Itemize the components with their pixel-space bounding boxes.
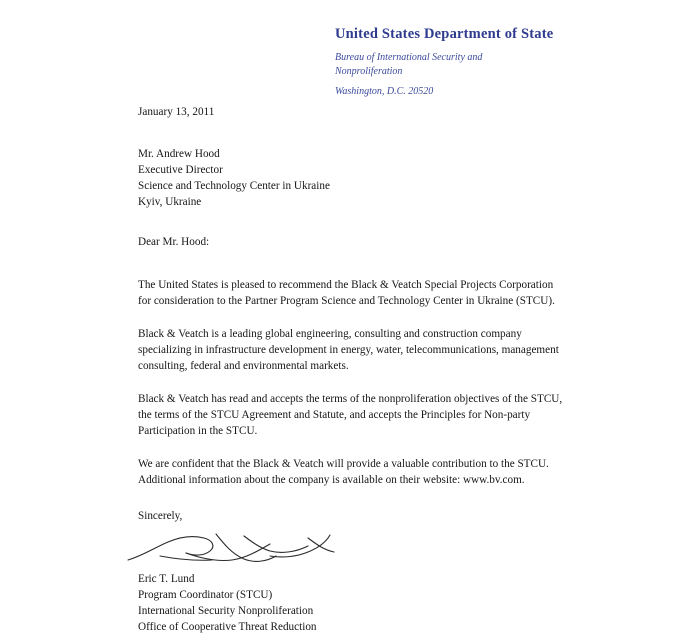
signer-title: Program Coordinator (STCU) bbox=[138, 589, 273, 602]
salutation: Dear Mr. Hood: bbox=[138, 235, 210, 248]
letterhead-address: Washington, D.C. 20520 bbox=[335, 86, 434, 97]
recipient-title: Executive Director bbox=[138, 163, 223, 176]
department-title: United States Department of State bbox=[335, 26, 554, 42]
body-paragraph-3: Black & Veatch has read and accepts the terms of the nonproliferation objectives of the STCU, the terms of the STCU Agreement and Statute, and accepts the Principles for Non-party Participation in the STCU. bbox=[138, 392, 563, 437]
signature-image bbox=[120, 526, 568, 572]
letter-date: January 13, 2011 bbox=[138, 106, 215, 118]
bureau-name-line-1: Bureau of International Security and bbox=[335, 52, 483, 63]
letterhead bbox=[335, 26, 665, 97]
signer-name: Eric T. Lund bbox=[138, 573, 195, 586]
recipient-location: Kyiv, Ukraine bbox=[138, 195, 202, 208]
recipient-address-block bbox=[138, 147, 568, 211]
body-paragraph-4: We are confident that the Black & Veatch will provide a valuable contribution to the STCU. Additional information about the company is available on their website: www.bv.com. bbox=[138, 457, 549, 486]
body-paragraph-1: The United States is pleased to recommend the Black & Veatch Special Projects Corporation for consideration to the Partner Program Science and Technology Center in Ukraine (STCU). bbox=[138, 279, 555, 308]
bureau-name-line-2: Nonproliferation bbox=[335, 65, 403, 77]
letter-body bbox=[138, 105, 568, 636]
bureau-name bbox=[335, 51, 665, 78]
body-paragraph-2: Black & Veatch is a leading global engineering, consulting and construction company specializing in infrastructure development in energy, water, telecommunications, management consulting, federal and environmental markets. bbox=[138, 328, 559, 373]
page-left-margin-rule bbox=[112, 0, 113, 531]
signer-office-line-2: Office of Cooperative Threat Reduction bbox=[138, 621, 317, 634]
recipient-organization: Science and Technology Center in Ukraine bbox=[138, 179, 330, 192]
closing-line: Sincerely, bbox=[138, 509, 183, 522]
signature-block bbox=[138, 572, 568, 636]
recipient-name: Mr. Andrew Hood bbox=[138, 147, 220, 160]
signer-office-line-1: International Security Nonproliferation bbox=[138, 605, 314, 618]
